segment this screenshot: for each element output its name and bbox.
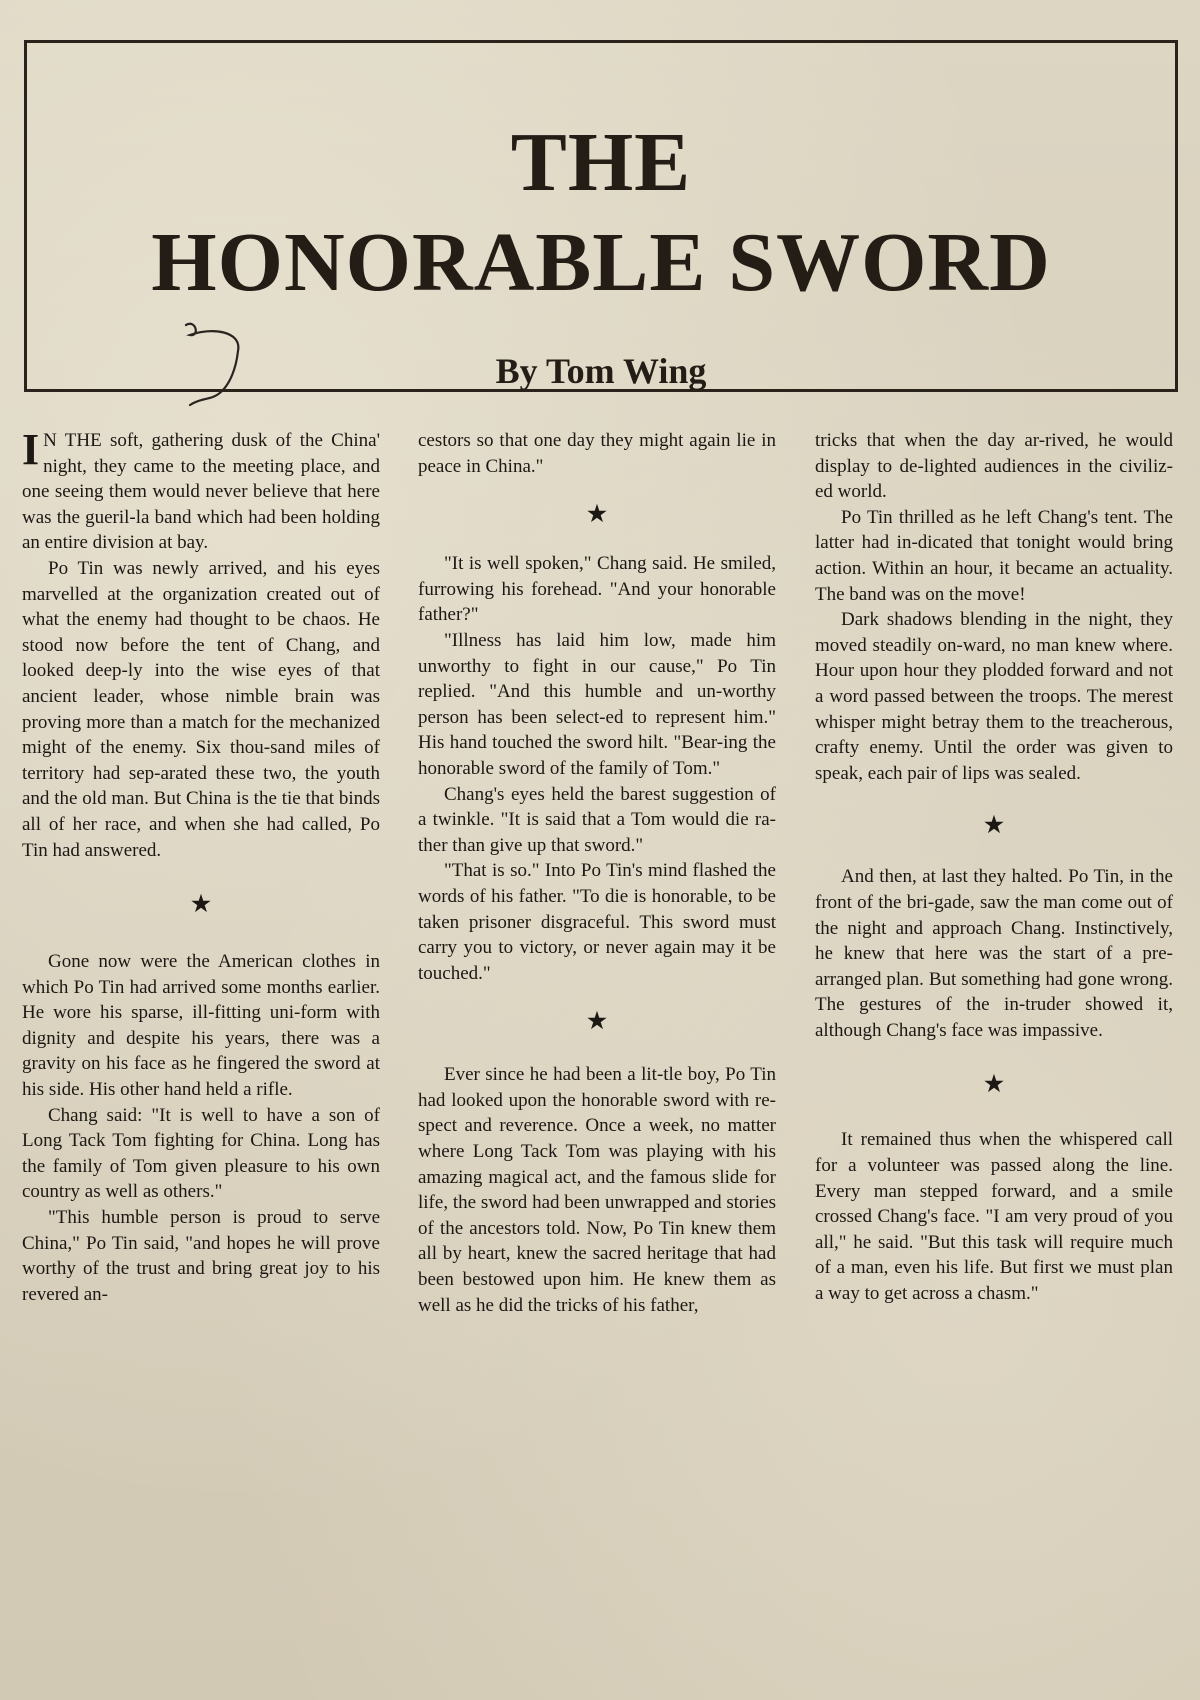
section-star-icon: ★ xyxy=(984,1071,1004,1097)
paragraph: tricks that when the day ar-rived, he would display to de-lighted audiences in the civiliz-ed world. xyxy=(815,430,1173,503)
paragraph: Po Tin thrilled as he left Chang's tent. The latter had in-dicated that tonight would bring action. Within an hour, it became an actuality. The band was on the move! xyxy=(815,506,1173,605)
paragraph: Po Tin was newly arrived, and his eyes marvelled at the organization created out of what the enemy had thought to be chaos. He stood now before the tent of Chang, and looked deep-ly into the wise eyes of that ancient leader, whose nimble brain was proving more than a match for the mechanized might of the enemy. Six thou-sand miles of territory had sep-arated these two, the youth and the old man. But China is the tie that binds all of her race, and when she had called, Po Tin had answered. xyxy=(22,557,380,861)
paragraph: And then, at last they halted. Po Tin, in the front of the bri-gade, saw the man come out of the night and approach Chang. Instinctively, he knew that here was the start of a pre-arranged plan. But something had gone wrong. The gestures of the in-truder showed it, although Chang's face was impassive. xyxy=(815,866,1173,1041)
column-2 xyxy=(418,428,776,1318)
paragraph: Dark shadows blending in the night, they moved steadily on-ward, no man knew where. Hour upon hour they plodded forward and not a word passed between the troops. The merest whisper might betray them to the treacherous, crafty enemy. Until the order was given to speak, each pair of lips was sealed. xyxy=(815,609,1173,784)
title-line-1: THE xyxy=(510,116,692,209)
paragraph: Chang said: "It is well to have a son of Long Tack Tom fighting for China. Long has the family of Tom given pleasure to his own country as well as others." xyxy=(22,1104,380,1203)
paragraph: cestors so that one day they might again lie in peace in China." xyxy=(418,430,776,477)
article-title xyxy=(27,113,1175,313)
paragraph: Chang's eyes held the barest suggestion of a twinkle. "It is said that a Tom would die ra-ther than give up that sword." xyxy=(418,783,776,856)
paragraph: Gone now were the American clothes in which Po Tin had arrived some months earlier. He wore his sparse, ill-fitting uni-form with dignity and despite his years, there was a gravity on his face as he fingered the sword at his side. His other hand held a rifle. xyxy=(22,951,380,1101)
paragraph: "Illness has laid him low, made him unworthy to fight in our cause," Po Tin replied. "And this humble and un-worthy person has been select-ed to represent him." His hand touched the sword hilt. "Bear-ing the honorable sword of the family of Tom." xyxy=(418,629,776,779)
paragraph: "It is well spoken," Chang said. He smiled, furrowing his forehead. "And your honorable father?" xyxy=(418,553,776,626)
column-3 xyxy=(815,428,1173,1307)
section-star-icon: ★ xyxy=(984,812,1004,838)
paragraph: "That is so." Into Po Tin's mind flashed the words of his father. "To die is honorable, to be taken prisoner disgraceful. This sword must carry you to victory, or never again may it be touched." xyxy=(418,860,776,984)
title-box xyxy=(24,40,1178,392)
paragraph-text: N THE soft, gathering dusk of the China' night, they came to the meeting place, and one seeing them would never believe that here was the gueril-la band which had been holding an entire division at bay. xyxy=(22,430,380,554)
paragraph: Ever since he had been a lit-tle boy, Po Tin had looked upon the honorable sword with re-spect and reverence. Once a week, no matter where Long Tack Tom was playing with his amazing magical act, and the famous slide for life, the sword had been unwrapped and stories of the ancestors told. Now, Po Tin knew them all by heart, knew the sacred heritage that had been bestowed upon him. He knew them as well as he did the tricks of his father, xyxy=(418,1064,776,1316)
paragraph xyxy=(22,425,380,556)
drop-cap: I xyxy=(22,425,40,474)
section-star-icon: ★ xyxy=(191,891,211,917)
title-line-2: HONORABLE SWORD xyxy=(151,216,1051,309)
column-1 xyxy=(22,425,380,1307)
paragraph: It remained thus when the whispered call for a volunteer was passed along the line. Every man stepped forward, and a smile crossed Chang's face. "I am very proud of you all," he said. "But this task will require much of a man, even his life. But first we must plan a way to get across a chasm." xyxy=(815,1129,1173,1305)
section-star-icon: ★ xyxy=(587,501,607,527)
section-star-icon: ★ xyxy=(587,1008,607,1034)
byline: By Tom Wing xyxy=(495,351,707,391)
paragraph: "This humble person is proud to serve China," Po Tin said, "and hopes he will prove worthy of the trust and bring great joy to his revered an- xyxy=(22,1207,380,1305)
